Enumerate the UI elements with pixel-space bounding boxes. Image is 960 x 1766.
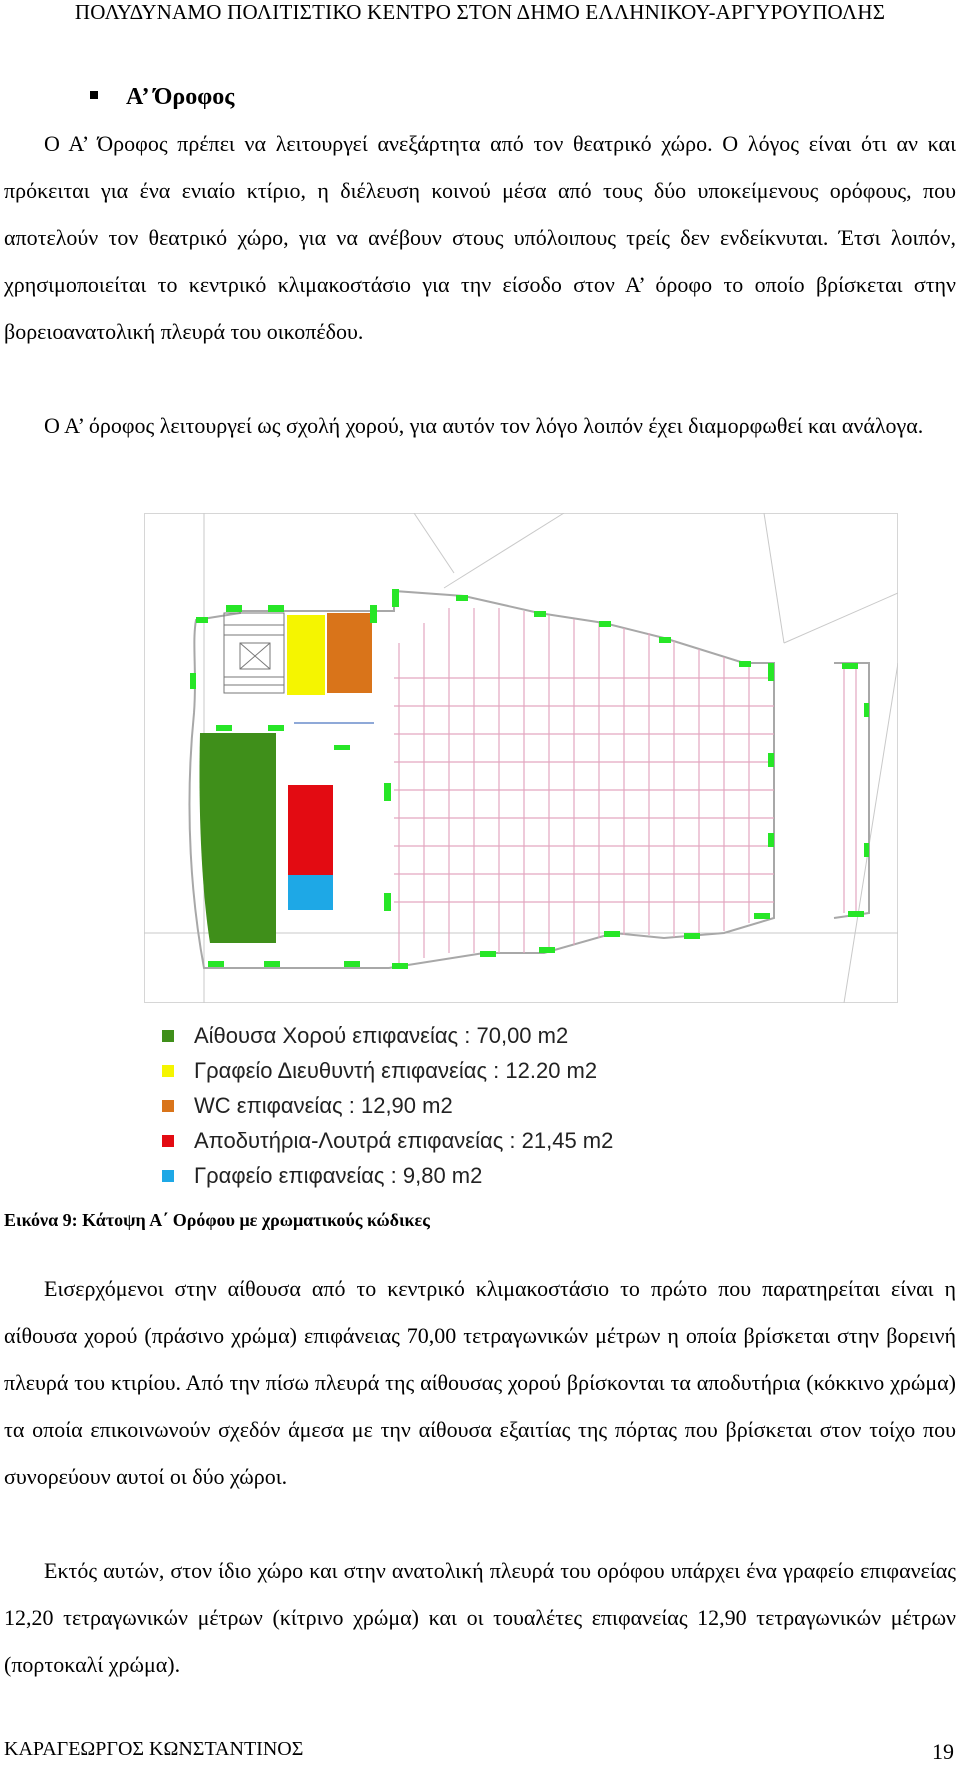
legend-label: Γραφείο Διευθυντή επιφανείας : 12.20 m2: [194, 1057, 598, 1083]
paragraph-3-text: Εισερχόμενοι στην αίθουσα από το κεντρικό κλιμακοστάσιο το πρώτο που παρατηρείται είναι η αίθουσα χορού (πράσινο χρώμα) επιφάνειας 70,00 τετραγωνικών μέτρων η οποία βρίσκεται στην βορεινή πλευρά του κτιρίου. Από την πίσω πλευρά της αίθουσας χορού βρίσκονται τα αποδυτήρια (κόκκινο χρώμα) τα οποία επικοινωνούν σχεδόν άμεσα με την αίθουσα εξαιτίας της πόρτας που βρίσκεται στον τοίχο που συνορεύουν αυτοί οι δύο χώροι.: [4, 1276, 956, 1489]
room-changing-rooms: [288, 785, 333, 875]
plan-legend: [162, 1018, 613, 1193]
legend-item: [162, 1088, 613, 1123]
paragraph-3: [4, 1265, 956, 1500]
paragraph-1: [4, 120, 956, 355]
paragraph-1-text: Ο Α’ Όροφος πρέπει να λειτουργεί ανεξάρτητα από τον θεατρικό χώρο. Ο λόγος είναι ότι αν και πρόκειται για ένα ενιαίο κτίριο, η διέλευση κοινού μέσα από τους δύο υποκείμενους ορόφους, που αποτελούν τον θεατρικό χώρο, για να ανέβουν στους υπόλοιπους τρείς δεν ενδείκνυται. Έτσι λοιπόν, χρησιμοποιείται το κεντρικό κλιμακοστάσιο για την είσοδο στον Α’ όροφο το οποίο βρίσκεται στην βορειοανατολική πλευρά του οικοπέδου.: [4, 131, 956, 344]
floor-plan-figure: [144, 513, 898, 1003]
page-number: 19: [932, 1739, 954, 1764]
paragraph-2: [4, 402, 956, 449]
paragraph-4: [4, 1547, 956, 1688]
legend-label: Αίθουσα Χορού επιφανείας : 70,00 m2: [194, 1022, 569, 1048]
room-dance-hall: [199, 733, 276, 943]
paragraph-4-text: Εκτός αυτών, στον ίδιο χώρο και στην ανατολική πλευρά του ορόφου υπάρχει ένα γραφείο επιφανείας 12,20 τετραγωνικών μέτρων (κίτρινο χρώμα) και οι τουαλέτες επιφανείας 12,90 τετραγωνικών μέτρων (πορτοκαλί χρώμα).: [4, 1558, 956, 1677]
footer-author: ΚΑΡΑΓΕΩΡΓΟΣ ΚΩΝΣΤΑΝΤΙΝΟΣ: [4, 1738, 304, 1760]
paragraph-2-text: Ο Α’ όροφος λειτουργεί ως σχολή χορού, για αυτόν τον λόγο λοιπόν έχει διαμορφωθεί και ανάλογα.: [44, 413, 924, 438]
figure-caption: Εικόνα 9: Κάτοψη Α΄ Ορόφου με χρωματικούς κώδικες: [4, 1210, 430, 1230]
legend-swatch: [162, 1065, 174, 1077]
legend-item: [162, 1018, 613, 1053]
legend-swatch: [162, 1100, 174, 1112]
room-office: [288, 875, 333, 910]
bullet-square-icon: [90, 91, 98, 99]
section-heading: [90, 84, 234, 111]
room-wc: [327, 613, 372, 693]
legend-item: [162, 1158, 613, 1193]
section-heading-text: Α’ Όροφος: [126, 84, 235, 110]
legend-label: Γραφείο επιφανείας : 9,80 m2: [194, 1162, 483, 1188]
legend-swatch: [162, 1135, 174, 1147]
room-office-director: [287, 615, 325, 695]
legend-item: [162, 1123, 613, 1158]
legend-label: Αποδυτήρια-Λουτρά επιφανείας : 21,45 m2: [194, 1127, 614, 1153]
legend-swatch: [162, 1170, 174, 1182]
legend-swatch: [162, 1030, 174, 1042]
running-header: ΠΟΛΥΔΥΝΑΜΟ ΠΟΛΙΤΙΣΤΙΚΟ ΚΕΝΤΡΟ ΣΤΟΝ ΔΗΜΟ ΕΛΛΗΝΙΚΟΥ-ΑΡΓΥΡΟΥΠΟΛΗΣ: [74, 0, 886, 24]
legend-label: WC επιφανείας : 12,90 m2: [194, 1092, 453, 1118]
legend-item: [162, 1053, 613, 1088]
